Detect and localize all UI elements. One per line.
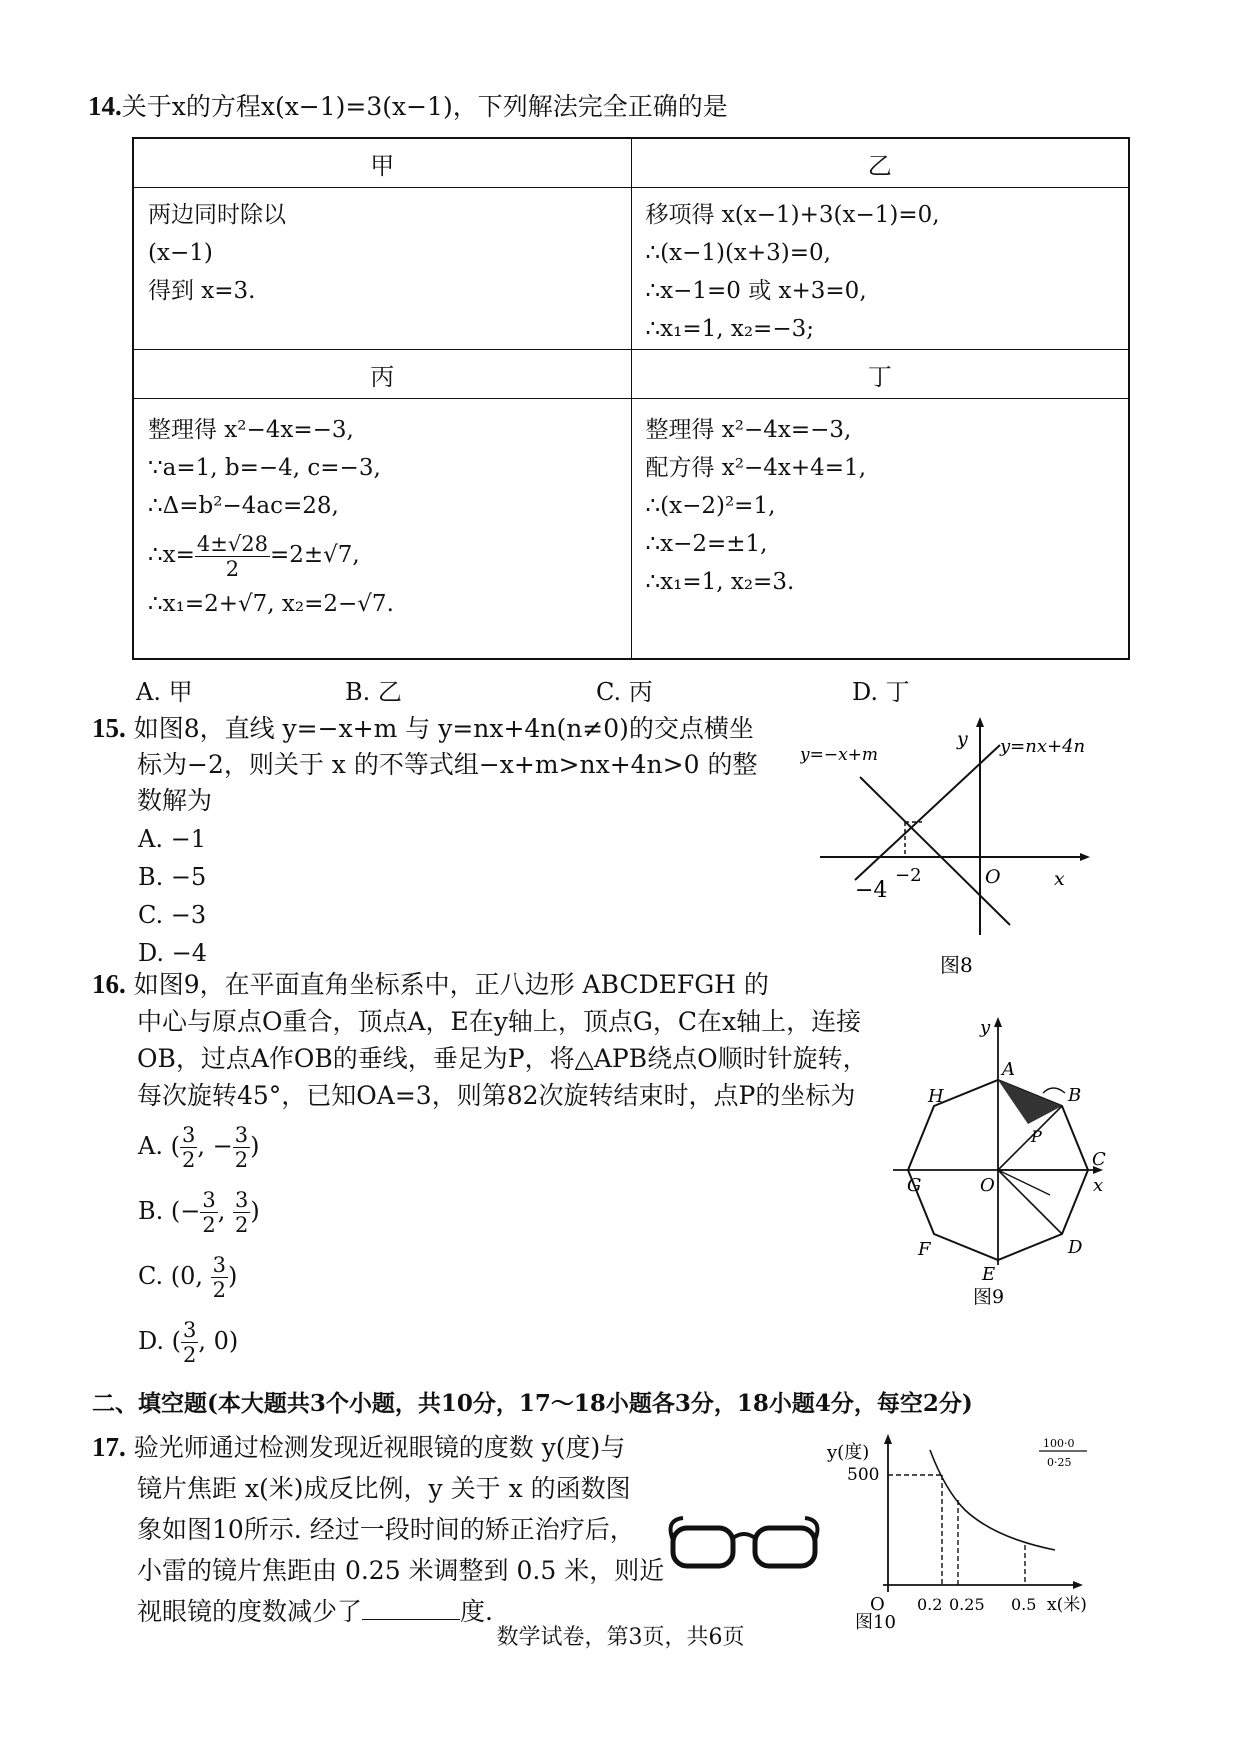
q16-a-den2: 2 xyxy=(234,1148,249,1172)
fig8-y-arrow xyxy=(976,717,984,727)
ding-line: 整理得 x²−4x=−3, xyxy=(645,417,852,443)
q16-line: 如图9，在平面直角坐标系中，正八边形 ABCDEFGH 的 xyxy=(133,970,769,999)
fig10-y-label: y(度) xyxy=(827,1442,870,1463)
yi-line: ∴x₁=1, x₂=−3; xyxy=(645,316,814,342)
q16-b-num1: 3 xyxy=(202,1188,216,1212)
q16-c-pre: C. (0, xyxy=(138,1262,211,1290)
q16-b-den2: 2 xyxy=(235,1213,249,1237)
bing-line: ∵a=1, b=−4, c=−3, xyxy=(148,455,381,481)
q16-line: OB，过点A作OB的垂线，垂足为P，将△APB绕点O顺时针旋转， xyxy=(137,1044,868,1073)
cell-bing xyxy=(133,399,631,660)
figure-10 xyxy=(825,1420,1115,1630)
page-footer: 数学试卷，第3页，共6页 xyxy=(496,1625,745,1650)
ding-line: 配方得 x²−4x+4=1, xyxy=(645,455,866,481)
fig9-vertex-a: A xyxy=(1002,1059,1015,1080)
q15-option-c[interactable]: C. −3 xyxy=(138,901,207,929)
q16-a-frac2 xyxy=(233,1123,250,1172)
yi-line: ∴x−1=0 或 x+3=0, xyxy=(645,278,867,304)
bing-frac-post: =2±√7, xyxy=(269,542,360,568)
q16-a-mid: , − xyxy=(197,1132,233,1160)
fig10-x-tick: 0.25 xyxy=(949,1595,985,1614)
fig9-x-label: x xyxy=(1093,1175,1104,1196)
q16-option-b[interactable] xyxy=(138,1188,260,1237)
header-yi: 乙 xyxy=(631,138,1129,188)
q16-c-den: 2 xyxy=(212,1278,227,1302)
fig8-tick-a: −4 xyxy=(855,878,888,903)
fig9-vertex-h: H xyxy=(928,1086,944,1107)
q15-option-b[interactable]: B. −5 xyxy=(138,863,207,891)
yi-line: 移项得 x(x−1)+3(x−1)=0, xyxy=(645,202,940,228)
q16-b-pre: B. (− xyxy=(138,1197,201,1225)
fig9-vertex-g: G xyxy=(907,1175,922,1196)
jia-line: 得到 x=3. xyxy=(148,278,256,304)
fig9-y-label: y xyxy=(980,1017,991,1038)
jia-line: 两边同时除以 xyxy=(148,202,286,228)
fig9-vertex-e: E xyxy=(982,1264,996,1285)
fig9-caption: 图9 xyxy=(973,1286,1005,1305)
header-ding: 丁 xyxy=(631,350,1129,399)
q16-line: 中心与原点O重合，顶点A，E在y轴上，顶点G，C在x轴上，连接 xyxy=(137,1007,862,1036)
section-heading: 二、填空题(本大题共3个小题，共10分，17～18小题各3分，18小题4分，每空2分) xyxy=(92,1390,973,1417)
q16-d-post: , 0) xyxy=(198,1327,239,1355)
q14-solution-table xyxy=(132,137,1130,660)
q17-line: 验光师通过检测发现近视眼镜的度数 y(度)与 xyxy=(133,1433,626,1462)
q16-c-frac xyxy=(211,1253,228,1302)
fig10-x-arrow xyxy=(1073,1581,1083,1589)
header-bing: 丙 xyxy=(133,350,631,399)
fig9-segment-od xyxy=(998,1170,1062,1234)
q16-a-frac1 xyxy=(180,1123,197,1172)
ding-line: ∴(x−2)²=1, xyxy=(645,493,776,519)
fig8-y-label: y xyxy=(957,728,968,750)
q16-option-d[interactable] xyxy=(138,1318,238,1367)
q17-line: 镜片焦距 x(米)成反比例，y 关于 x 的函数图 xyxy=(137,1474,631,1503)
bing-line: ∴x₁=2+√7, x₂=2−√7. xyxy=(148,591,394,617)
fig10-margin-note: 100·0 xyxy=(1043,1437,1075,1450)
q17-number: 17. xyxy=(92,1432,126,1462)
q16-b-mid: , xyxy=(217,1197,234,1225)
q16-d-den: 2 xyxy=(183,1343,197,1367)
fig8-x-arrow xyxy=(1080,853,1090,861)
q15-options xyxy=(138,820,207,972)
q15-stem xyxy=(92,710,757,819)
fig9-segment xyxy=(998,1170,1050,1195)
q16-a-den1: 2 xyxy=(181,1148,196,1172)
q16-d-num: 3 xyxy=(183,1318,197,1342)
q17-stem xyxy=(92,1427,664,1632)
fig9-vertex-d: D xyxy=(1068,1237,1083,1258)
q16-a-post: ) xyxy=(250,1132,260,1160)
q17-line: 视眼镜的度数减少了 xyxy=(137,1597,363,1626)
q15-option-a[interactable]: A. −1 xyxy=(138,825,206,853)
fig10-curve xyxy=(930,1450,1055,1550)
fig10-margin-note: 0·25 xyxy=(1047,1456,1072,1469)
fig10-x-label: x(米) xyxy=(1047,1595,1087,1615)
bing-frac-num: 4±√28 xyxy=(196,531,268,556)
fig8-caption: 图8 xyxy=(940,953,973,975)
fig9-rotation-arc xyxy=(1043,1088,1065,1093)
glasses-icon xyxy=(665,1510,820,1580)
q17-line: 度. xyxy=(460,1597,493,1626)
q16-b-frac1 xyxy=(200,1188,217,1237)
figure-8 xyxy=(800,715,1120,975)
fig8-label-line1: y=−x+m xyxy=(800,745,879,765)
q16-b-den1: 2 xyxy=(202,1213,216,1237)
bing-frac-den: 2 xyxy=(225,556,240,581)
fig9-vertex-c: C xyxy=(1092,1149,1106,1170)
bing-line: ∴Δ=b²−4ac=28, xyxy=(148,493,339,519)
header-jia: 甲 xyxy=(133,138,631,188)
cell-jia xyxy=(133,188,631,350)
fig10-y-tick: 500 xyxy=(847,1465,880,1485)
fig8-line-pos xyxy=(855,745,1000,880)
bing-line: 整理得 x²−4x=−3, xyxy=(148,417,354,443)
jia-line: (x−1) xyxy=(148,240,213,266)
fig9-point-p: P xyxy=(1031,1127,1042,1146)
bing-line-fraction xyxy=(148,525,631,585)
q14-option-c[interactable]: C. 丙 xyxy=(596,678,653,706)
q16-c-num: 3 xyxy=(212,1253,227,1277)
fig8-origin: O xyxy=(985,866,1001,888)
cell-ding xyxy=(631,399,1129,660)
q15-number: 15. xyxy=(92,713,126,743)
q17-line: 象如图10所示. 经过一段时间的矫正治疗后， xyxy=(137,1515,635,1544)
q16-b-frac2 xyxy=(233,1188,250,1237)
q16-stem xyxy=(92,966,868,1114)
fig10-x-tick: 0.5 xyxy=(1011,1595,1037,1614)
bing-fraction xyxy=(195,532,270,581)
q16-d-frac xyxy=(181,1318,198,1367)
cell-yi xyxy=(631,188,1129,350)
fig10-y-arrow xyxy=(884,1434,892,1444)
q15-line: 如图8，直线 y=−x+m 与 y=nx+4n(n≠0)的交点横坐 xyxy=(133,714,754,743)
ding-line: ∴x−2=±1, xyxy=(645,531,768,557)
q15-option-d[interactable]: D. −4 xyxy=(138,939,208,967)
fig10-origin: O xyxy=(870,1594,885,1615)
fig8-x-label: x xyxy=(1054,868,1065,890)
fig10-x-tick: 0.2 xyxy=(917,1595,943,1614)
figure-9 xyxy=(885,1005,1115,1305)
fig8-tick-b: −2 xyxy=(895,865,922,886)
q14-stem xyxy=(88,88,728,125)
q16-d-pre: D. ( xyxy=(138,1327,182,1355)
q16-b-post: ) xyxy=(250,1197,260,1225)
q14-stem-text: 关于x的方程x(x−1)=3(x−1)，下列解法完全正确的是 xyxy=(121,92,728,121)
fig9-vertex-f: F xyxy=(918,1239,931,1260)
q17-answer-blank[interactable] xyxy=(362,1597,460,1620)
q16-c-post: ) xyxy=(228,1262,238,1290)
q16-a-num2: 3 xyxy=(234,1123,249,1147)
q16-a-pre: A. ( xyxy=(138,1132,180,1160)
q16-line: 每次旋转45°，已知OA=3，则第82次旋转结束时，点P的坐标为 xyxy=(137,1081,856,1110)
fig8-label-line2: y=nx+4n xyxy=(1000,736,1086,757)
q14-option-d[interactable]: D. 丁 xyxy=(852,678,910,706)
q16-number: 16. xyxy=(92,969,126,999)
bing-frac-pre: ∴x= xyxy=(148,542,195,568)
fig10-caption: 图10 xyxy=(855,1612,896,1630)
q17-line: 小雷的镜片焦距由 0.25 米调整到 0.5 米，则近 xyxy=(137,1556,665,1585)
q16-b-num2: 3 xyxy=(235,1188,249,1212)
q14-option-a[interactable]: A. 甲 xyxy=(136,678,193,706)
yi-line: ∴(x−1)(x+3)=0, xyxy=(645,240,831,266)
ding-line: ∴x₁=1, x₂=3. xyxy=(645,569,795,595)
fig9-y-arrow xyxy=(994,1017,1002,1027)
q16-option-a[interactable] xyxy=(138,1123,259,1172)
q14-option-b[interactable]: B. 乙 xyxy=(345,678,402,706)
fig9-origin: O xyxy=(980,1175,995,1196)
q15-line: 标为−2，则关于 x 的不等式组−x+m>nx+4n>0 的整 xyxy=(137,750,758,779)
q14-number: 14. xyxy=(88,91,122,121)
q16-option-c[interactable] xyxy=(138,1253,237,1302)
fig9-vertex-b: B xyxy=(1068,1085,1082,1106)
q16-a-num1: 3 xyxy=(181,1123,196,1147)
q15-line: 数解为 xyxy=(137,786,213,815)
